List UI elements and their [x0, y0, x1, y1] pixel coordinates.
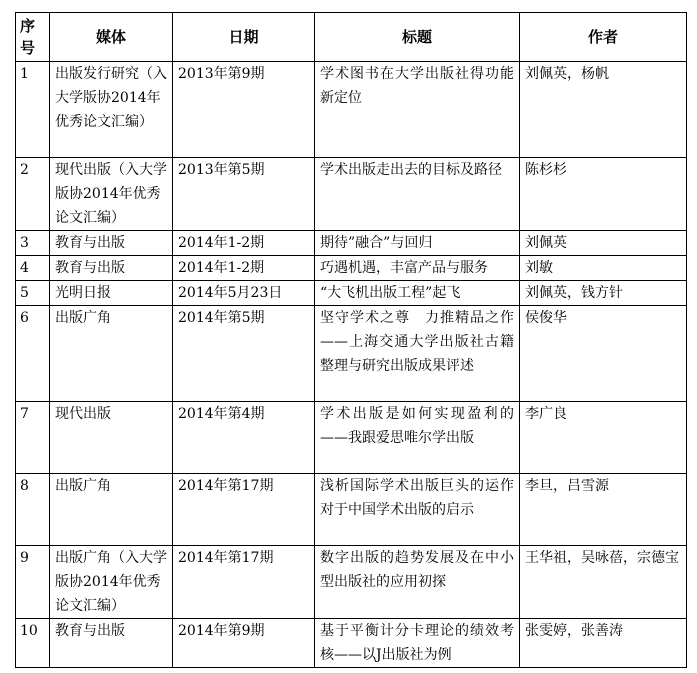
cell-author: 李广良: [520, 402, 687, 474]
cell-title: 浅析国际学术出版巨头的运作对于中国学术出版的启示: [315, 474, 520, 546]
cell-media: 现代出版（入大学版协2014年优秀论文汇编）: [50, 158, 173, 231]
cell-date: 2014年1-2期: [173, 256, 315, 281]
cell-index: 2: [16, 158, 50, 231]
cell-date: 2014年第9期: [173, 619, 315, 668]
cell-title: 期待”融合”与回归: [315, 231, 520, 256]
cell-media: 光明日报: [50, 281, 173, 306]
cell-date: 2013年第5期: [173, 158, 315, 231]
cell-date: 2013年第9期: [173, 62, 315, 158]
table-row: [16, 306, 687, 402]
header-row: [16, 13, 687, 62]
cell-media: 出版广角: [50, 474, 173, 546]
table-row: [16, 402, 687, 474]
cell-title: 坚守学术之尊 力推精品之作——上海交通大学出版社古籍整理与研究出版成果评述: [315, 306, 520, 402]
cell-date: 2014年第17期: [173, 546, 315, 619]
cell-index: 6: [16, 306, 50, 402]
table-row: [16, 231, 687, 256]
table-row: [16, 158, 687, 231]
cell-media: 出版广角: [50, 306, 173, 402]
cell-date: 2014年第5期: [173, 306, 315, 402]
table-row: [16, 546, 687, 619]
table-row: [16, 474, 687, 546]
table-row: [16, 619, 687, 668]
cell-title: “大飞机出版工程”起飞: [315, 281, 520, 306]
cell-index: 4: [16, 256, 50, 281]
cell-author: 刘佩英，钱方针: [520, 281, 687, 306]
table-row: [16, 281, 687, 306]
cell-date: 2014年第17期: [173, 474, 315, 546]
cell-media: 教育与出版: [50, 619, 173, 668]
cell-index: 3: [16, 231, 50, 256]
cell-author: 刘佩英: [520, 231, 687, 256]
header-author: 作者: [520, 13, 687, 62]
header-index: 序号: [16, 13, 50, 62]
cell-index: 10: [16, 619, 50, 668]
cell-media: 教育与出版: [50, 256, 173, 281]
header-media: 媒体: [50, 13, 173, 62]
cell-title: 学术图书在大学出版社得功能新定位: [315, 62, 520, 158]
cell-title: 数字出版的趋势发展及在中小型出版社的应用初探: [315, 546, 520, 619]
cell-index: 8: [16, 474, 50, 546]
header-title: 标题: [315, 13, 520, 62]
articles-table: [15, 12, 687, 668]
cell-date: 2014年1-2期: [173, 231, 315, 256]
cell-date: 2014年第4期: [173, 402, 315, 474]
cell-date: 2014年5月23日: [173, 281, 315, 306]
cell-author: 刘敏: [520, 256, 687, 281]
header-date: 日期: [173, 13, 315, 62]
cell-title: 基于平衡计分卡理论的绩效考核——以J出版社为例: [315, 619, 520, 668]
cell-title: 学术出版是如何实现盈利的——我跟爱思唯尔学出版: [315, 402, 520, 474]
cell-author: 王华祖，吴咏蓓，宗德宝: [520, 546, 687, 619]
table-row: [16, 62, 687, 158]
cell-index: 9: [16, 546, 50, 619]
cell-title: 巧遇机遇，丰富产品与服务: [315, 256, 520, 281]
cell-author: 刘佩英，杨帆: [520, 62, 687, 158]
cell-index: 5: [16, 281, 50, 306]
cell-media: 现代出版: [50, 402, 173, 474]
table-row: [16, 256, 687, 281]
cell-title: 学术出版走出去的目标及路径: [315, 158, 520, 231]
cell-media: 出版发行研究（入大学版协2014年优秀论文汇编）: [50, 62, 173, 158]
cell-author: 张雯婷，张善涛: [520, 619, 687, 668]
cell-author: 侯俊华: [520, 306, 687, 402]
cell-media: 教育与出版: [50, 231, 173, 256]
cell-media: 出版广角（入大学版协2014年优秀论文汇编）: [50, 546, 173, 619]
cell-author: 陈杉杉: [520, 158, 687, 231]
cell-index: 1: [16, 62, 50, 158]
cell-index: 7: [16, 402, 50, 474]
cell-author: 李旦，吕雪源: [520, 474, 687, 546]
